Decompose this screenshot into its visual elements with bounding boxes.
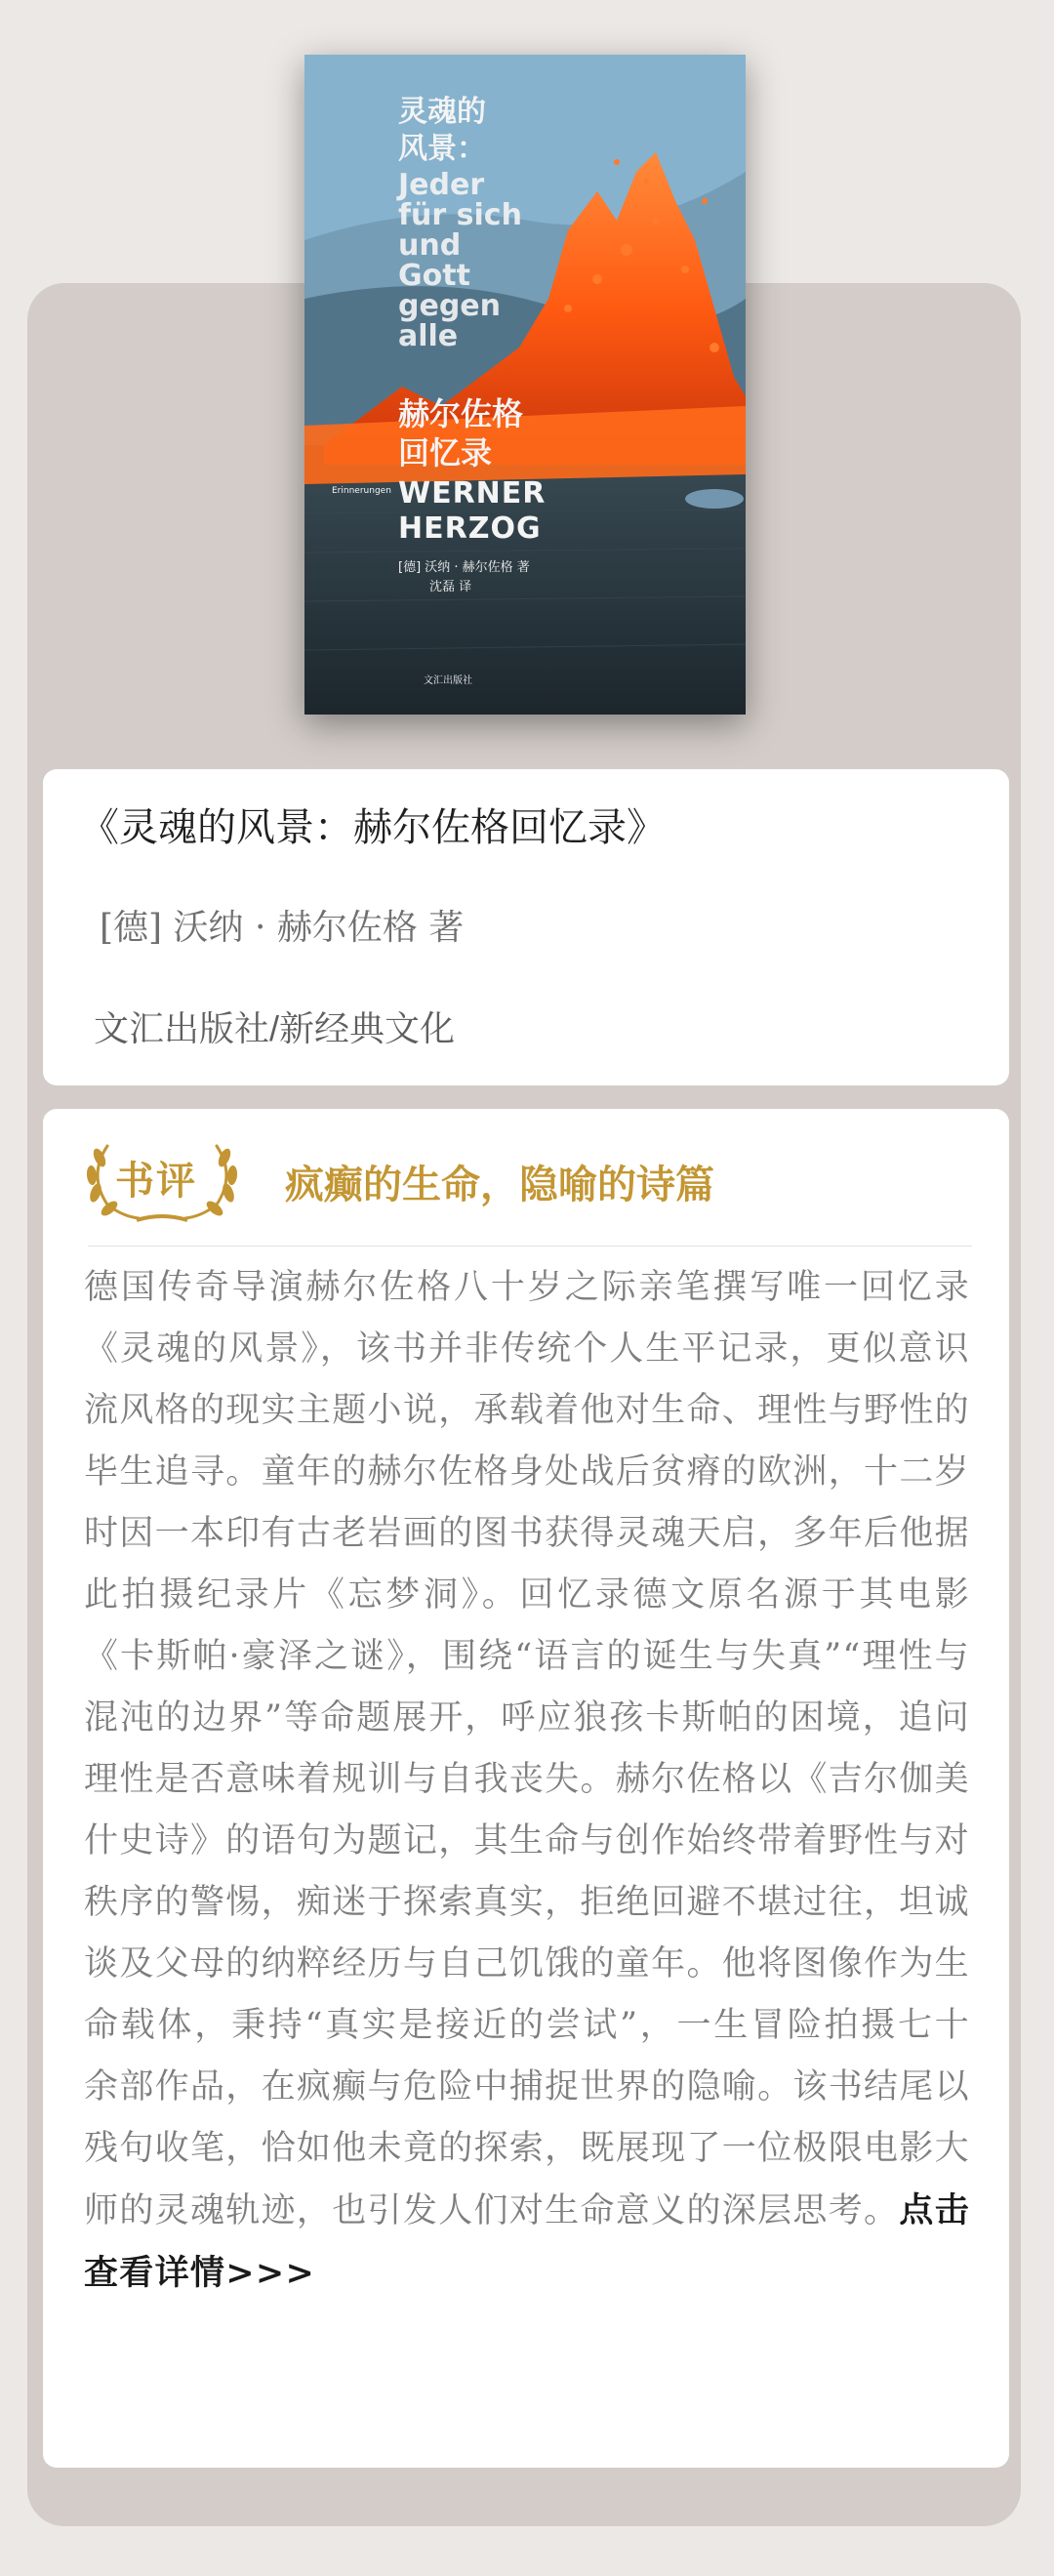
cover-title-de: Jeder für sich und Gott gegen alle [398, 168, 522, 353]
badge-label: 书评 [115, 1158, 197, 1204]
cover-small-label: Erinnerungen [332, 486, 391, 496]
cover-title-cn: 灵魂的 风景： [398, 95, 486, 166]
review-heading: 疯癫的生命，隐喻的诗篇 [285, 1163, 714, 1207]
review-body-text: 德国传奇导演赫尔佐格八十岁之际亲笔撰写唯一回忆录《灵魂的风景》，该书并非传统个人生平记录，更似意识流风格的现实主题小说，承载着他对生命、理性与野性的毕生追寻。童年的赫尔佐格身处战后贫瘠的欧洲，十二岁时因一本印有古老岩画的图书获得灵魂天启，多年后他据此拍摄纪录片《忘梦洞》。回忆录德文原名源于其电影《卡斯帕·豪泽之谜》，围绕“语言的诞生与失真”“理性与混沌的边界”等命题展开，呼应狼孩卡斯帕的困境，追问理性是否意味着规训与自我丧失。赫尔佐格以《吉尔伽美什史诗》的语句为题记，其生命与创作始终带着野性与对秩序的警惕，痴迷于探索真实，拒绝回避不堪过往，坦诚谈及父母的纳粹经历与自己饥饿的童年。他将图像作为生命载体，秉持“真实是接近的尝试”，一生冒险拍摄七十余部作品，在疯癫与危险中捕捉世界的隐喻。该书结尾以残句收笔，恰如他未竟的探索，既展现了一位极限电影大师的灵魂轨迹，也引发人们对生命意义的深层思考。 [84, 1268, 970, 2230]
cover-publisher-mark: 文汇出版社 [424, 675, 472, 686]
cover-author-cn: [德] 沃纳 · 赫尔佐格 著 [398, 560, 530, 575]
divider [88, 1246, 972, 1247]
review-badge [78, 1136, 246, 1230]
cover-author-en: WERNER HERZOG [398, 476, 547, 546]
review-body [84, 1257, 970, 2305]
book-publisher: 文汇出版社/新经典文化 [94, 1008, 456, 1048]
cover-translator: 沈磊 译 [429, 580, 472, 594]
cover-subtitle-cn: 赫尔佐格 回忆录 [398, 395, 524, 471]
view-details-link[interactable]: 点击查看详情>>> [84, 2190, 970, 2293]
book-cover-image[interactable] [304, 55, 746, 715]
book-info-card [43, 769, 1009, 1085]
book-title: 《灵魂的风景：赫尔佐格回忆录》 [80, 806, 666, 849]
cover-artwork [304, 55, 746, 715]
review-card [43, 1109, 1009, 2468]
book-author: [德] 沃纳 · 赫尔佐格 著 [100, 908, 465, 948]
